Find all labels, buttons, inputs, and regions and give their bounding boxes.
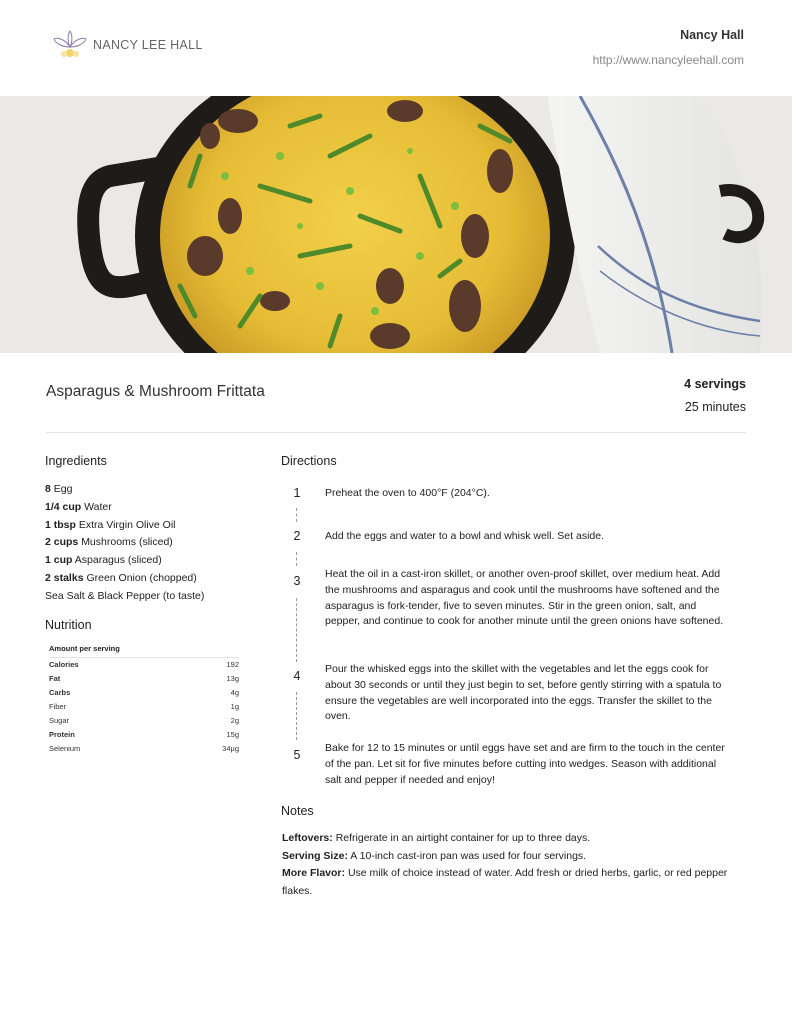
step-text: Heat the oil in a cast-iron skillet, or another oven-proof skillet, over medium heat. Add the mushrooms and asparagus and cook until the mushrooms have softened and the asparagus is fork-tender, five to seven minutes. Stir in the green onion, salt, and pepper, and continue to cook for another minute until the green onions have softened. xyxy=(325,568,724,628)
step-text: Bake for 12 to 15 minutes or until eggs have set and are firm to the touch in the center of the pan. Let sit for five minutes before cutting into wedges. Season with additional salt and pepper if needed and enjoy! xyxy=(325,742,725,786)
notes-list xyxy=(282,830,732,900)
nutrition-table-heading: Amount per serving xyxy=(49,644,239,658)
step-text: Preheat the oven to 400°F (204°C). xyxy=(325,487,490,499)
list-item: 1 tbsp Extra Virgin Olive Oil xyxy=(45,518,176,531)
list-item: 1/4 cup Water xyxy=(45,500,112,513)
ingredients-heading: Ingredients xyxy=(45,454,107,468)
table-row: Fiber 1g xyxy=(49,702,239,711)
list-item: More Flavor: Use milk of choice instead of water. Add fresh or dried herbs, garlic, or red pepper flakes. xyxy=(282,867,728,897)
nutrition-heading: Nutrition xyxy=(45,618,92,632)
list-item: 1 cup Asparagus (sliced) xyxy=(45,554,162,567)
step-connector xyxy=(296,598,297,662)
step-text: Add the eggs and water to a bowl and whisk well. Set aside. xyxy=(325,530,604,542)
hero-image xyxy=(0,96,792,353)
list-item: Leftovers: Refrigerate in an airtight container for up to three days. xyxy=(282,832,591,844)
ingredients-list xyxy=(45,481,245,606)
nutrition-table xyxy=(49,644,239,756)
notes-heading: Notes xyxy=(281,804,314,818)
step-number: 5 xyxy=(293,748,301,762)
divider xyxy=(46,432,746,433)
list-item: 8 Egg xyxy=(45,483,73,495)
table-row: Selenium 34µg xyxy=(49,744,239,753)
directions-heading: Directions xyxy=(281,454,337,468)
step-number: 2 xyxy=(293,529,301,543)
author-block xyxy=(593,28,744,67)
step-connector xyxy=(296,552,297,566)
list-item: Sea Salt & Black Pepper (to taste) xyxy=(45,589,205,602)
step-number: 1 xyxy=(293,486,301,500)
table-row: Protein 15g xyxy=(49,730,239,739)
author-name: Nancy Hall xyxy=(680,28,744,42)
servings: 4 servings xyxy=(684,377,746,391)
logo-text: NANCY LEE HALL xyxy=(93,38,203,52)
table-row: Fat 13g xyxy=(49,674,239,683)
list-item: Serving Size: A 10-inch cast-iron pan was used for four servings. xyxy=(282,849,587,862)
recipe-meta xyxy=(684,373,746,419)
step-connector xyxy=(296,508,297,522)
table-row: Sugar 2g xyxy=(49,716,239,725)
lotus-logo-icon xyxy=(51,29,89,61)
list-item: 2 cups Mushrooms (sliced) xyxy=(45,536,173,549)
author-url-link[interactable]: http://www.nancyleehall.com xyxy=(592,53,744,67)
frittata-photo xyxy=(0,96,792,353)
step-number: 3 xyxy=(293,574,301,588)
recipe-title: Asparagus & Mushroom Frittata xyxy=(46,383,265,400)
table-row: Calories 192 xyxy=(49,660,239,669)
brand-logo[interactable] xyxy=(51,29,203,61)
step-text: Pour the whisked eggs into the skillet with the vegetables and let the eggs cook for about 30 seconds or until they just begin to set, before gently stirring with a spatula to ensure the vegetables are well incorporated into the eggs. Transfer the skillet to the oven. xyxy=(325,663,722,723)
step-connector xyxy=(296,692,297,740)
step-number: 4 xyxy=(293,669,301,683)
total-time: 25 minutes xyxy=(684,400,746,414)
list-item: 2 stalks Green Onion (chopped) xyxy=(45,571,197,584)
table-row: Carbs 4g xyxy=(49,688,239,697)
